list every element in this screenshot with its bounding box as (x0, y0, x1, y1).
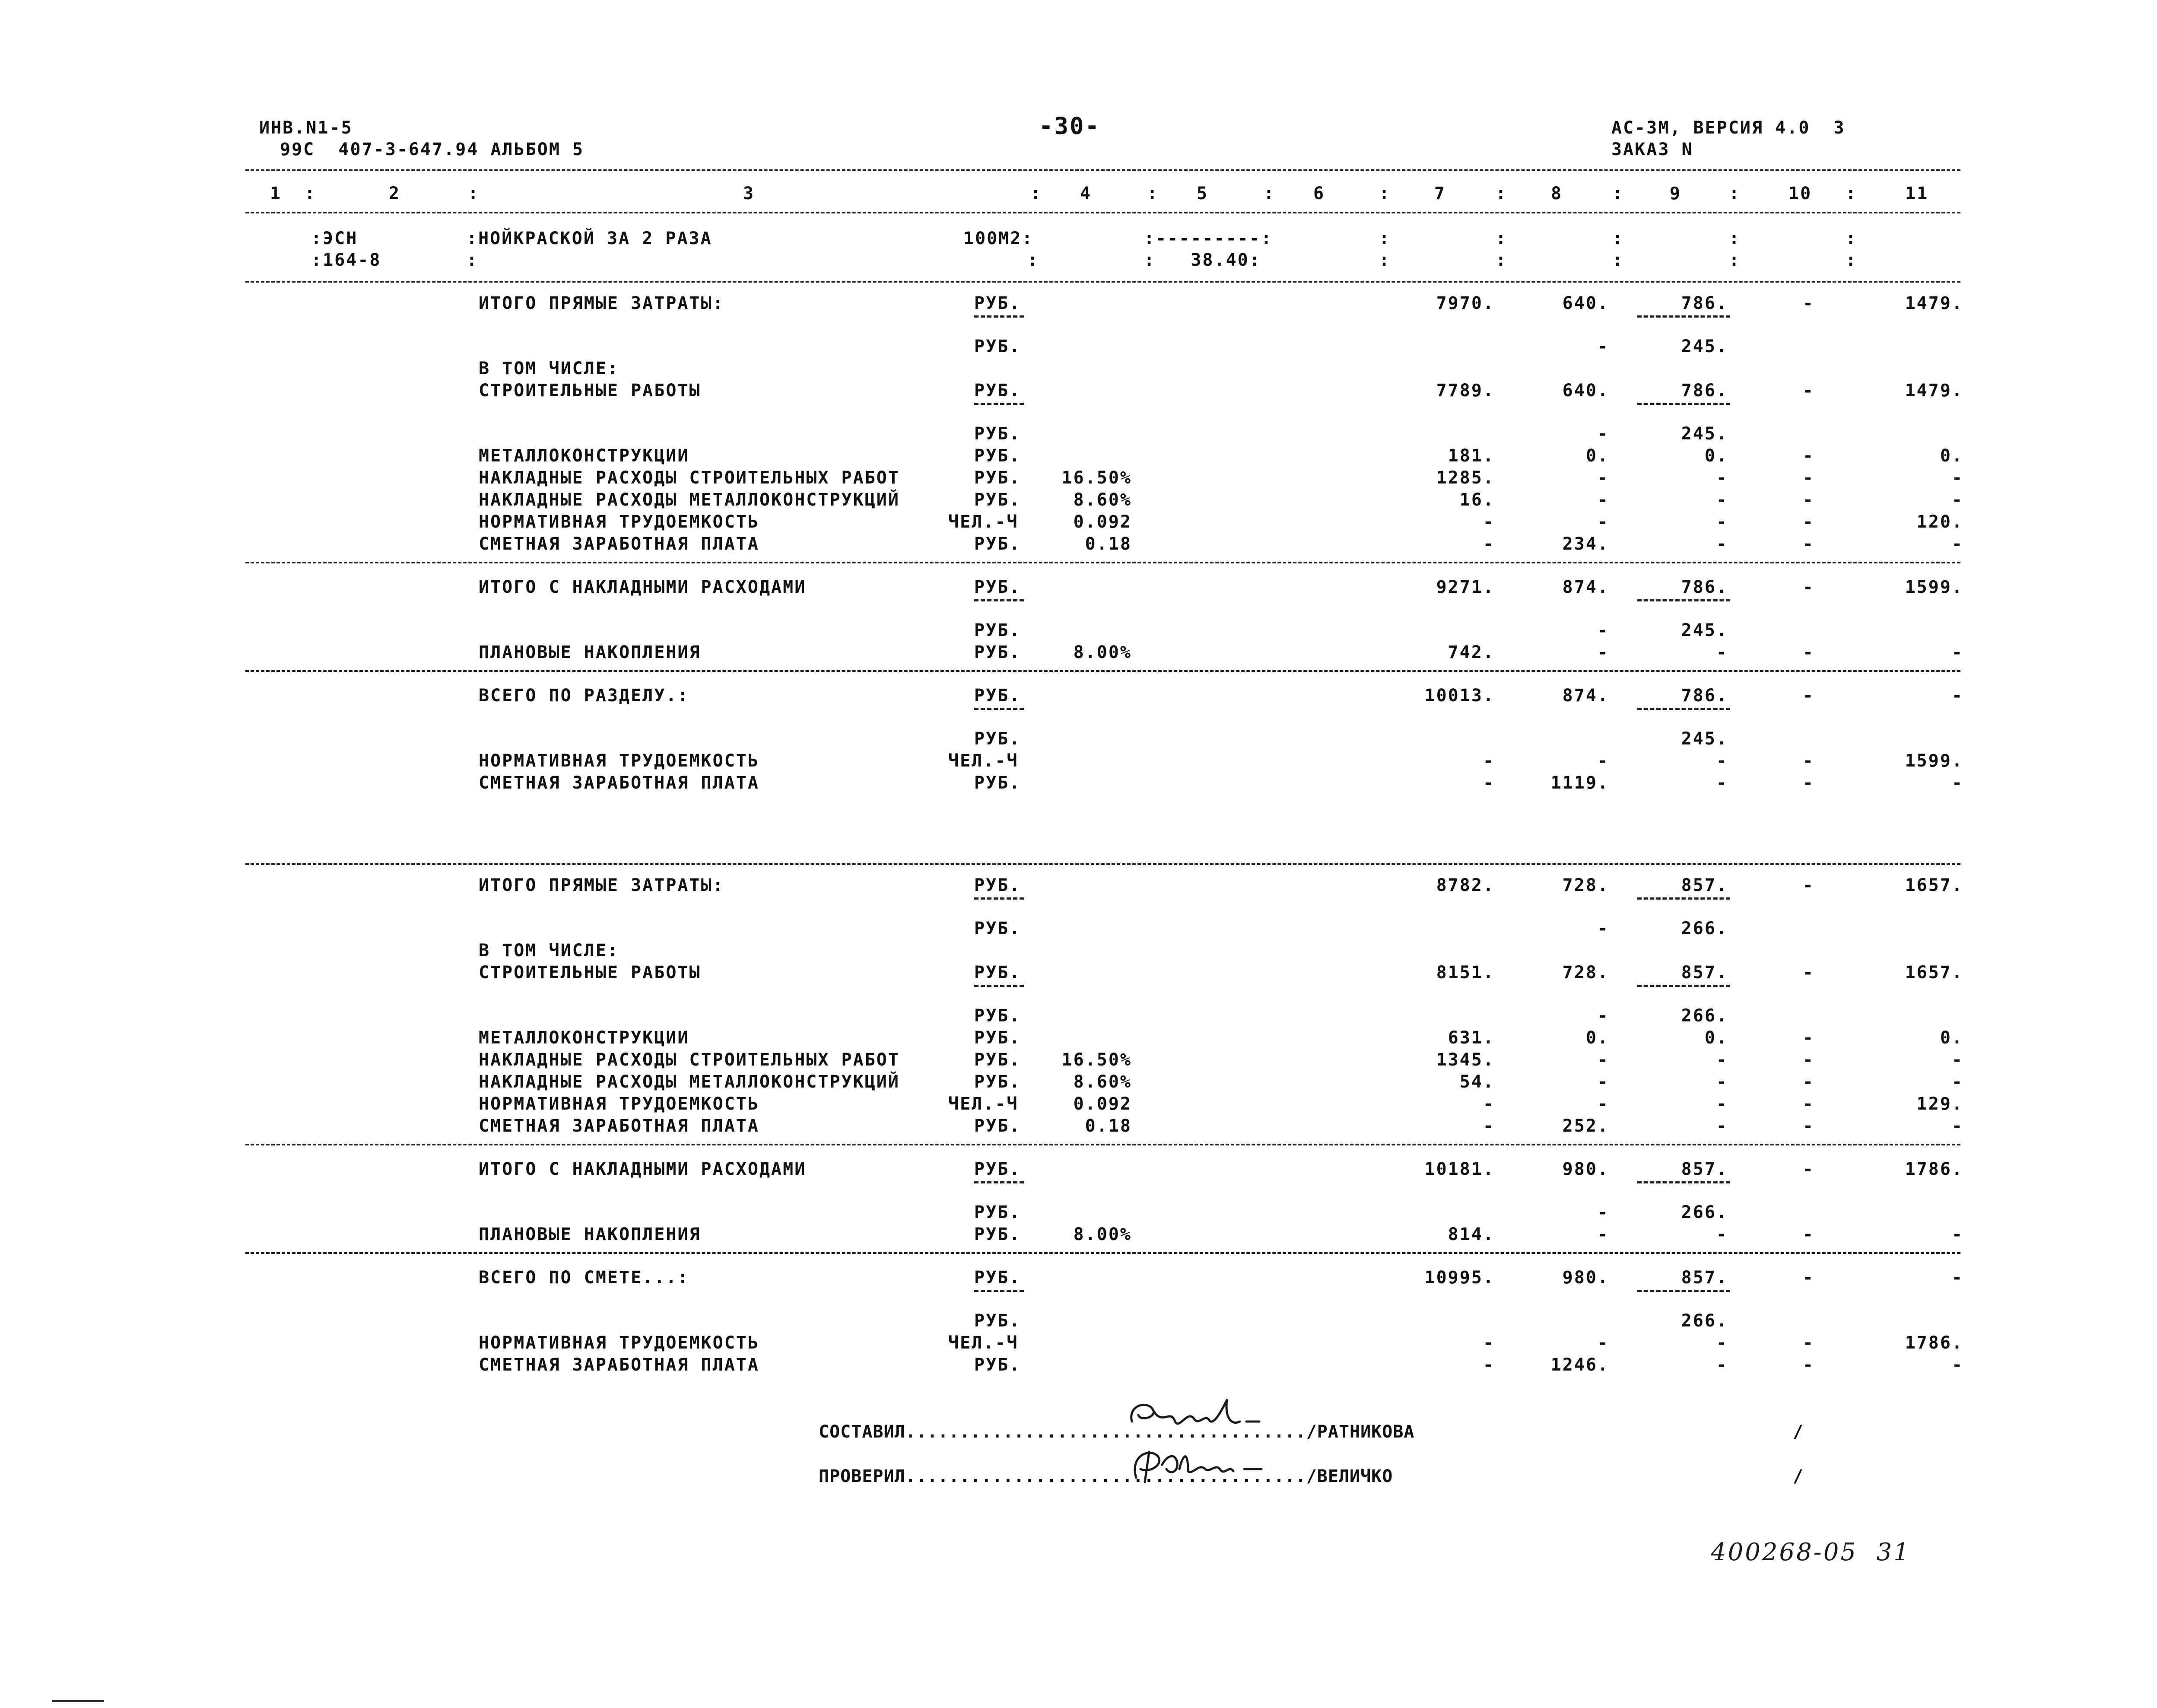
row-c7: - (1483, 773, 1495, 793)
row-c9: 245. (1681, 424, 1728, 444)
entry-code-line1: :ЭСН (311, 229, 358, 248)
row-c8: - (1597, 1225, 1609, 1244)
project-reference: 99С 407-3-647.94 АЛЬБОМ 5 (280, 140, 585, 159)
row-c8: 640. (1562, 293, 1609, 313)
row-c8: - (1597, 468, 1609, 488)
page-number: -30- (1039, 112, 1101, 140)
row-c8: 234. (1562, 534, 1609, 554)
row-unit: РУБ. (974, 490, 1021, 510)
column-separator: : (1729, 184, 1741, 204)
row-c10: - (1802, 468, 1814, 488)
row-c9: 245. (1681, 729, 1728, 749)
row-c11: - (1951, 490, 1963, 510)
row-c11: 1657. (1905, 875, 1963, 895)
row-c7: 742. (1448, 642, 1495, 662)
row-label: В ТОМ ЧИСЛЕ: (479, 941, 619, 961)
row-label: ИТОГО ПРЯМЫЕ ЗАТРАТЫ: (479, 875, 724, 895)
entry-column-separator: : (1729, 250, 1741, 270)
entry-col4-line2: : (1027, 250, 1039, 270)
row-c7: 8782. (1436, 875, 1495, 895)
row-c9: - (1716, 1333, 1728, 1353)
row-c10: - (1802, 293, 1814, 313)
row-c9: 857. (1681, 875, 1728, 895)
row-label: МЕТАЛЛОКОНСТРУКЦИИ (479, 446, 689, 466)
section-rule (245, 562, 1960, 563)
entry-column-separator: : (1846, 229, 1858, 248)
column-number-10: 10 (1788, 184, 1812, 204)
row-label: МЕТАЛЛОКОНСТРУКЦИИ (479, 1028, 689, 1048)
row-c7: 16. (1459, 490, 1495, 510)
row-c11: - (1951, 1072, 1963, 1092)
row-unit: РУБ. (974, 773, 1021, 793)
row-c9: - (1716, 1094, 1728, 1114)
row-c8: - (1597, 1050, 1609, 1070)
row-c10: - (1802, 577, 1814, 597)
row-unit: РУБ. (974, 534, 1021, 554)
row-c7: - (1483, 512, 1495, 532)
column-9-underline (1637, 403, 1730, 405)
row-c7: 10995. (1424, 1268, 1495, 1288)
row-c7: 7970. (1436, 293, 1495, 313)
row-c9: - (1716, 1225, 1728, 1244)
row-unit: РУБ. (974, 1355, 1021, 1375)
row-c11: - (1951, 534, 1963, 554)
row-c9: - (1716, 751, 1728, 771)
unit-underline (974, 1290, 1024, 1292)
row-label: ПЛАНОВЫЕ НАКОПЛЕНИЯ (479, 1225, 701, 1244)
column-separator: : (1264, 184, 1276, 204)
row-unit: РУБ. (974, 1202, 1021, 1222)
row-c8: 728. (1562, 963, 1609, 983)
row-c9: 0. (1704, 1028, 1728, 1048)
row-pct: 16.50% (1061, 1050, 1132, 1070)
row-label: НАКЛАДНЫЕ РАСХОДЫ СТРОИТЕЛЬНЫХ РАБОТ (479, 468, 900, 488)
row-c8: 980. (1562, 1159, 1609, 1179)
section-rule (245, 670, 1960, 672)
column-9-underline (1637, 897, 1730, 900)
row-unit: РУБ. (974, 1072, 1021, 1092)
row-pct: 8.00% (1073, 642, 1132, 662)
row-unit: РУБ. (974, 963, 1021, 983)
row-c9: - (1716, 773, 1728, 793)
entry-description-line2: : (467, 250, 479, 270)
column-header-rule (245, 212, 1960, 213)
column-separator: : (1612, 184, 1624, 204)
row-c9: 786. (1681, 577, 1728, 597)
inventory-number: ИНВ.N1-5 (259, 118, 353, 138)
row-c7: - (1483, 1333, 1495, 1353)
row-c8: 980. (1562, 1268, 1609, 1288)
column-number-3: 3 (743, 184, 755, 204)
column-separator: : (1496, 184, 1508, 204)
row-unit: РУБ. (974, 1268, 1021, 1288)
row-unit: РУБ. (974, 642, 1021, 662)
row-pct: 0.18 (1085, 534, 1132, 554)
row-unit: РУБ. (974, 1006, 1021, 1026)
entry-column-separator: : (1496, 229, 1508, 248)
entry-column-separator: : (1612, 229, 1624, 248)
row-c10: - (1802, 1028, 1814, 1048)
row-c9: - (1716, 534, 1728, 554)
row-label: ИТОГО С НАКЛАДНЫМИ РАСХОДАМИ (479, 1159, 807, 1179)
row-c8: 640. (1562, 381, 1609, 401)
row-c8: - (1597, 424, 1609, 444)
row-c9: 0. (1704, 446, 1728, 466)
row-c10: - (1802, 1268, 1814, 1288)
row-c10: - (1802, 1333, 1814, 1353)
checked-by-line: ПРОВЕРИЛ...................................../ВЕЛИЧКО (819, 1466, 1393, 1486)
row-c8: 1119. (1550, 773, 1609, 793)
row-c8: - (1597, 620, 1609, 640)
row-unit: РУБ. (974, 468, 1021, 488)
row-c10: - (1802, 875, 1814, 895)
row-c11: 120. (1916, 512, 1963, 532)
row-unit: РУБ. (974, 381, 1021, 401)
row-c10: - (1802, 1159, 1814, 1179)
entry-column-separator: : (1729, 229, 1741, 248)
row-c8: 874. (1562, 577, 1609, 597)
section-rule (245, 1252, 1960, 1254)
row-label: СТРОИТЕЛЬНЫЕ РАБОТЫ (479, 963, 701, 983)
unit-underline (974, 403, 1024, 405)
row-unit: РУБ. (974, 1116, 1021, 1136)
row-c11: 1786. (1905, 1333, 1963, 1353)
row-c11: 1599. (1905, 577, 1963, 597)
scan-edge-mark (52, 1700, 104, 1702)
row-label: НАКЛАДНЫЕ РАСХОДЫ МЕТАЛЛОКОНСТРУКЦИЙ (479, 1072, 900, 1092)
row-c8: - (1597, 512, 1609, 532)
column-9-underline (1637, 985, 1730, 987)
unit-underline (974, 708, 1024, 710)
row-unit: ЧЕЛ.-Ч (948, 751, 1019, 771)
row-c8: 252. (1562, 1116, 1609, 1136)
row-c11: 1479. (1905, 293, 1963, 313)
column-9-underline (1637, 315, 1730, 318)
row-c11: 1599. (1905, 751, 1963, 771)
row-c11: 1657. (1905, 963, 1963, 983)
row-c10: - (1802, 686, 1814, 706)
entry-column-separator: : (1846, 250, 1858, 270)
row-c7: 10181. (1424, 1159, 1495, 1179)
row-c10: - (1802, 1225, 1814, 1244)
entry-unit: 100М2: (963, 229, 1034, 248)
row-c9: 857. (1681, 1159, 1728, 1179)
row-label: В ТОМ ЧИСЛЕ: (479, 359, 619, 378)
column-number-4: 4 (1080, 184, 1092, 204)
row-c8: - (1597, 751, 1609, 771)
row-c11: - (1951, 1050, 1963, 1070)
row-pct: 0.18 (1085, 1116, 1132, 1136)
row-label: СМЕТНАЯ ЗАРАБОТНАЯ ПЛАТА (479, 534, 759, 554)
row-unit: РУБ. (974, 1050, 1021, 1070)
row-c9: 266. (1681, 1006, 1728, 1026)
column-9-underline (1637, 1290, 1730, 1292)
row-c11: - (1951, 1225, 1963, 1244)
row-pct: 0.092 (1073, 512, 1132, 532)
row-unit: РУБ. (974, 729, 1021, 749)
row-c9: 857. (1681, 963, 1728, 983)
row-c7: 9271. (1436, 577, 1495, 597)
column-number-8: 8 (1551, 184, 1563, 204)
header-rule (245, 169, 1960, 171)
row-c9: 266. (1681, 1311, 1728, 1331)
row-c9: - (1716, 468, 1728, 488)
row-label: НОРМАТИВНАЯ ТРУДОЕМКОСТЬ (479, 1333, 759, 1353)
row-c10: - (1802, 490, 1814, 510)
row-c10: - (1802, 773, 1814, 793)
row-c9: - (1716, 1050, 1728, 1070)
section-2-top-rule (245, 863, 1960, 865)
row-label: СТРОИТЕЛЬНЫЕ РАБОТЫ (479, 381, 701, 401)
entry-col5-line1: :---------: (1144, 229, 1273, 248)
row-c8: - (1597, 1333, 1609, 1353)
composed-by-line: СОСТАВИЛ...................................../РАТНИКОВА (819, 1422, 1415, 1442)
column-number-9: 9 (1670, 184, 1682, 204)
row-label: НОРМАТИВНАЯ ТРУДОЕМКОСТЬ (479, 1094, 759, 1114)
row-unit: РУБ. (974, 293, 1021, 313)
row-pct: 16.50% (1061, 468, 1132, 488)
row-c7: 181. (1448, 446, 1495, 466)
row-pct: 8.60% (1073, 490, 1132, 510)
row-c11: - (1951, 1355, 1963, 1375)
column-9-underline (1637, 599, 1730, 601)
row-unit: РУБ. (974, 1311, 1021, 1331)
row-c10: - (1802, 963, 1814, 983)
row-c10: - (1802, 642, 1814, 662)
row-c9: 786. (1681, 686, 1728, 706)
row-c8: - (1597, 1094, 1609, 1114)
row-c10: - (1802, 1072, 1814, 1092)
handwritten-document-reference: 400268-05 31 (1711, 1538, 1911, 1566)
entry-code-line2: :164-8 (311, 250, 381, 270)
row-unit: РУБ. (974, 1225, 1021, 1244)
signature-checked (1123, 1439, 1266, 1491)
unit-underline (974, 1181, 1024, 1183)
unit-underline (974, 599, 1024, 601)
checked-slash: / (1793, 1466, 1805, 1486)
row-unit: РУБ. (974, 919, 1021, 938)
row-c7: - (1483, 534, 1495, 554)
row-c7: 631. (1448, 1028, 1495, 1048)
row-label: НАКЛАДНЫЕ РАСХОДЫ МЕТАЛЛОКОНСТРУКЦИЙ (479, 490, 900, 510)
entry-column-separator: : (1496, 250, 1508, 270)
row-label: ИТОГО ПРЯМЫЕ ЗАТРАТЫ: (479, 293, 724, 313)
row-c10: - (1802, 534, 1814, 554)
row-c9: 786. (1681, 293, 1728, 313)
row-unit: РУБ. (974, 875, 1021, 895)
row-c10: - (1802, 1116, 1814, 1136)
row-unit: РУБ. (974, 686, 1021, 706)
row-c11: 0. (1940, 1028, 1963, 1048)
row-label: НОРМАТИВНАЯ ТРУДОЕМКОСТЬ (479, 751, 759, 771)
row-unit: РУБ. (974, 1159, 1021, 1179)
unit-underline (974, 315, 1024, 318)
row-c9: - (1716, 1355, 1728, 1375)
row-c8: - (1597, 642, 1609, 662)
row-c11: 1479. (1905, 381, 1963, 401)
row-label: ИТОГО С НАКЛАДНЫМИ РАСХОДАМИ (479, 577, 807, 597)
column-number-11: 11 (1905, 184, 1929, 204)
column-number-5: 5 (1197, 184, 1209, 204)
row-c8: - (1597, 337, 1609, 356)
row-c7: - (1483, 1116, 1495, 1136)
row-c7: 1345. (1436, 1050, 1495, 1070)
row-c9: 245. (1681, 337, 1728, 356)
section-rule (245, 1144, 1960, 1145)
column-number-1: 1 (270, 184, 282, 204)
row-pct: 8.00% (1073, 1225, 1132, 1244)
row-unit: РУБ. (974, 337, 1021, 356)
entry-column-separator: : (1379, 229, 1391, 248)
row-c11: - (1951, 642, 1963, 662)
row-unit: РУБ. (974, 1028, 1021, 1048)
row-c10: - (1802, 1050, 1814, 1070)
column-9-underline (1637, 708, 1730, 710)
row-c8: - (1597, 1006, 1609, 1026)
row-label: СМЕТНАЯ ЗАРАБОТНАЯ ПЛАТА (479, 773, 759, 793)
column-separator: : (468, 184, 480, 204)
column-separator: : (1030, 184, 1042, 204)
row-unit: РУБ. (974, 424, 1021, 444)
program-version: АС-3М, ВЕРСИЯ 4.0 3 (1611, 118, 1846, 138)
signature-composed (1123, 1391, 1261, 1443)
row-c9: 857. (1681, 1268, 1728, 1288)
column-separator: : (1379, 184, 1391, 204)
entry-description-line1: :НОЙКРАСКОЙ ЗА 2 РАЗА (467, 229, 712, 248)
row-c8: 0. (1585, 1028, 1609, 1048)
row-c11: 0. (1940, 446, 1963, 466)
row-label: ПЛАНОВЫЕ НАКОПЛЕНИЯ (479, 642, 701, 662)
row-c7: - (1483, 1094, 1495, 1114)
row-c9: - (1716, 642, 1728, 662)
row-unit: РУБ. (974, 620, 1021, 640)
row-c9: 245. (1681, 620, 1728, 640)
unit-underline (974, 985, 1024, 987)
row-c9: - (1716, 1072, 1728, 1092)
entry-column-separator: : (1379, 250, 1391, 270)
row-c11: - (1951, 1116, 1963, 1136)
row-label: СМЕТНАЯ ЗАРАБОТНАЯ ПЛАТА (479, 1355, 759, 1375)
composed-slash: / (1793, 1422, 1805, 1442)
row-c7: 814. (1448, 1225, 1495, 1244)
row-label: НАКЛАДНЫЕ РАСХОДЫ СТРОИТЕЛЬНЫХ РАБОТ (479, 1050, 900, 1070)
row-c7: 7789. (1436, 381, 1495, 401)
column-separator: : (305, 184, 317, 204)
column-separator: : (1846, 184, 1858, 204)
row-c11: - (1951, 686, 1963, 706)
order-number: ЗАКАЗ N (1611, 140, 1693, 159)
row-c9: 266. (1681, 919, 1728, 938)
column-number-6: 6 (1313, 184, 1325, 204)
entry-column-separator: : (1612, 250, 1624, 270)
row-c10: - (1802, 1355, 1814, 1375)
row-c7: 54. (1459, 1072, 1495, 1092)
row-c9: 786. (1681, 381, 1728, 401)
row-c10: - (1802, 751, 1814, 771)
row-unit: РУБ. (974, 446, 1021, 466)
entry-col5-line2: : 38.40: (1144, 250, 1261, 270)
column-number-7: 7 (1434, 184, 1446, 204)
row-c10: - (1802, 446, 1814, 466)
row-unit: ЧЕЛ.-Ч (948, 1333, 1019, 1353)
row-c10: - (1802, 512, 1814, 532)
row-c7: 10013. (1424, 686, 1495, 706)
row-c8: - (1597, 490, 1609, 510)
row-pct: 0.092 (1073, 1094, 1132, 1114)
row-unit: ЧЕЛ.-Ч (948, 1094, 1019, 1114)
row-c9: - (1716, 490, 1728, 510)
row-c7: 8151. (1436, 963, 1495, 983)
row-c7: 1285. (1436, 468, 1495, 488)
row-c9: 266. (1681, 1202, 1728, 1222)
row-c8: 1246. (1550, 1355, 1609, 1375)
row-c7: - (1483, 1355, 1495, 1375)
row-c9: - (1716, 1116, 1728, 1136)
row-label: ВСЕГО ПО СМЕТЕ...: (479, 1268, 689, 1288)
row-c8: - (1597, 1072, 1609, 1092)
row-c11: - (1951, 468, 1963, 488)
column-number-2: 2 (389, 184, 401, 204)
row-c8: - (1597, 1202, 1609, 1222)
entry-rule (245, 281, 1960, 283)
row-c11: - (1951, 1268, 1963, 1288)
row-label: НОРМАТИВНАЯ ТРУДОЕМКОСТЬ (479, 512, 759, 532)
row-c11: - (1951, 773, 1963, 793)
row-c10: - (1802, 1094, 1814, 1114)
row-c11: 1786. (1905, 1159, 1963, 1179)
row-label: ВСЕГО ПО РАЗДЕЛУ.: (479, 686, 689, 706)
row-unit: РУБ. (974, 577, 1021, 597)
column-9-underline (1637, 1181, 1730, 1183)
column-separator: : (1147, 184, 1159, 204)
row-c8: 0. (1585, 446, 1609, 466)
row-c10: - (1802, 381, 1814, 401)
row-c11: 129. (1916, 1094, 1963, 1114)
row-c9: - (1716, 512, 1728, 532)
row-c8: - (1597, 919, 1609, 938)
row-c8: 728. (1562, 875, 1609, 895)
row-unit: ЧЕЛ.-Ч (948, 512, 1019, 532)
row-c7: - (1483, 751, 1495, 771)
row-label: СМЕТНАЯ ЗАРАБОТНАЯ ПЛАТА (479, 1116, 759, 1136)
row-pct: 8.60% (1073, 1072, 1132, 1092)
row-c8: 874. (1562, 686, 1609, 706)
unit-underline (974, 897, 1024, 900)
